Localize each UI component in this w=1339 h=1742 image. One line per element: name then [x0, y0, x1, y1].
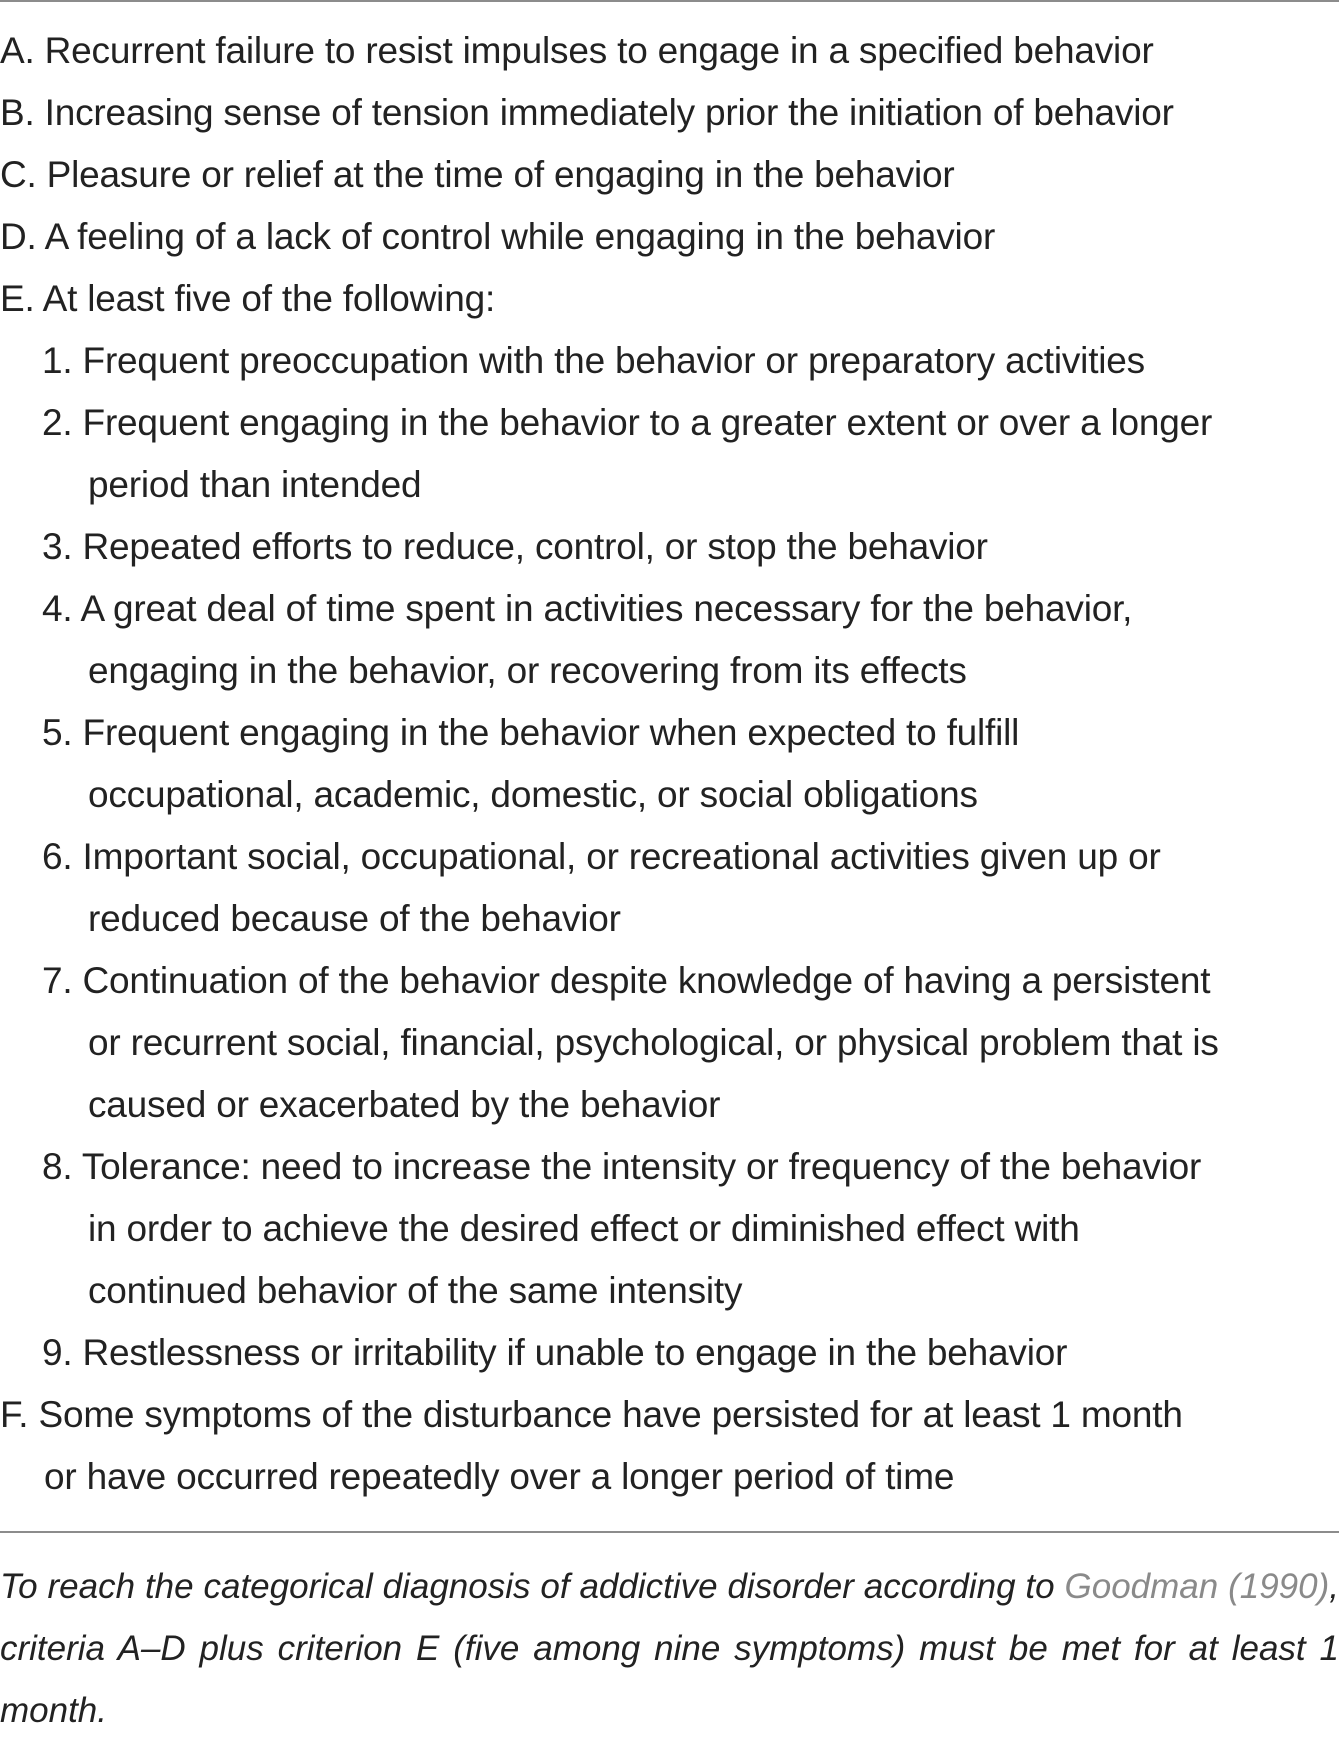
criterion-e-item-1: 1. Frequent preoccupation with the behavior or preparatory activities: [42, 340, 1145, 381]
criterion-e-item-8: 8. Tolerance: need to increase the intensity or frequency of the behavior: [42, 1146, 1202, 1187]
criterion-a: A. Recurrent failure to resist impulses to engage in a specified behavior: [0, 30, 1154, 71]
citation-link-goodman-1990[interactable]: Goodman (1990): [1064, 1567, 1330, 1606]
criterion-e-item-7-cont-1: or recurrent social, financial, psychological, or physical problem that is: [88, 1022, 1219, 1063]
criterion-f: F. Some symptoms of the disturbance have persisted for at least 1 month: [0, 1394, 1183, 1435]
criterion-e: E. At least five of the following:: [0, 278, 496, 319]
criterion-e-item-5: 5. Frequent engaging in the behavior when expected to fulfill: [42, 712, 1020, 753]
criterion-d: D. A feeling of a lack of control while engaging in the behavior: [0, 216, 996, 257]
criterion-e-item-2-cont: period than intended: [88, 464, 422, 505]
criterion-f-cont: or have occurred repeatedly over a longer period of time: [44, 1456, 955, 1497]
footnote-text-before: To reach the categorical diagnosis of addictive disorder according to: [0, 1567, 1065, 1606]
criterion-c: C. Pleasure or relief at the time of engaging in the behavior: [0, 154, 955, 195]
criterion-e-item-8-cont-2: continued behavior of the same intensity: [88, 1270, 743, 1311]
criterion-e-item-6-cont: reduced because of the behavior: [88, 898, 621, 939]
criterion-e-item-6: 6. Important social, occupational, or recreational activities given up or: [42, 836, 1161, 877]
criteria-list: [0, 20, 1339, 1508]
criterion-e-item-8-cont-1: in order to achieve the desired effect or diminished effect with: [88, 1208, 1080, 1249]
criterion-e-item-4: 4. A great deal of time spent in activities necessary for the behavior,: [42, 588, 1133, 629]
criterion-e-item-2: 2. Frequent engaging in the behavior to a greater extent or over a longer: [42, 402, 1213, 443]
criterion-e-item-7-cont-2: caused or exacerbated by the behavior: [88, 1084, 721, 1125]
criterion-e-item-9: 9. Restlessness or irritability if unable to engage in the behavior: [42, 1332, 1068, 1373]
criterion-b: B. Increasing sense of tension immediately prior the initiation of behavior: [0, 92, 1174, 133]
footnote-rule: [0, 1531, 1339, 1533]
criterion-e-item-3: 3. Repeated efforts to reduce, control, or stop the behavior: [42, 526, 988, 567]
criterion-e-item-5-cont: occupational, academic, domestic, or social obligations: [88, 774, 978, 815]
criterion-e-item-4-cont: engaging in the behavior, or recovering from its effects: [88, 650, 967, 691]
top-rule: [0, 0, 1339, 2]
criterion-e-item-7: 7. Continuation of the behavior despite knowledge of having a persistent: [42, 960, 1211, 1001]
footnote-text-after: , criteria A–D plus criterion E (five among nine symptoms) must be met for at least 1 month.: [0, 1567, 1339, 1730]
table-footnote: [0, 1556, 1339, 1742]
